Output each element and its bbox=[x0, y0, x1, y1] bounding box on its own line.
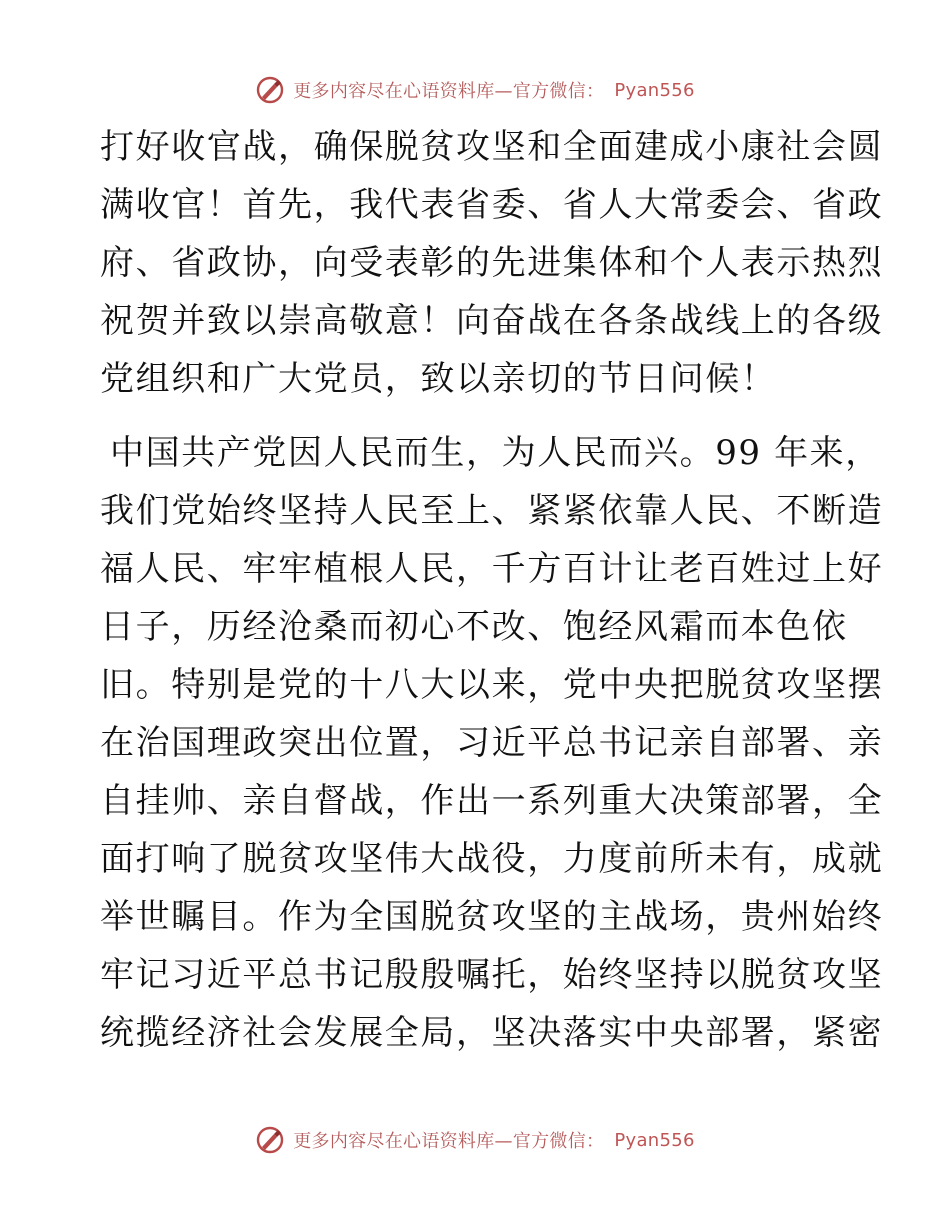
paragraph-line: 牢记习近平总书记殷殷嘱托，始终坚持以脱贫攻坚 bbox=[100, 955, 884, 995]
paragraph-line: 府、省政协，向受表彰的先进集体和个人表示热烈 bbox=[100, 243, 884, 283]
paragraph-line: 旧。特别是党的十八大以来，党中央把脱贫攻坚摆 bbox=[100, 665, 884, 705]
paragraph-line: 面打响了脱贫攻坚伟大战役，力度前所未有，成就 bbox=[100, 839, 884, 879]
footer-banner-text: 更多内容尽在心语资料库—官方微信： bbox=[293, 1131, 605, 1152]
paragraph-line: 日子，历经沧桑而初心不改、饱经风霜而本色依 bbox=[100, 607, 848, 647]
paragraph-line: 中国共产党因人民而生，为人民而兴。99 年来， bbox=[110, 433, 881, 473]
paragraph-1 bbox=[100, 118, 884, 408]
header-banner bbox=[0, 70, 950, 110]
paragraph-line: 在治国理政突出位置，习近平总书记亲自部署、亲 bbox=[100, 723, 884, 763]
paragraph-gap bbox=[100, 408, 852, 424]
pen-circle-logo-icon bbox=[255, 1125, 285, 1155]
paragraph-line: 举世瞩目。作为全国脱贫攻坚的主战场，贵州始终 bbox=[100, 897, 884, 937]
paragraph-line: 祝贺并致以崇高敬意！向奋战在各条战线上的各级 bbox=[100, 301, 884, 341]
paragraph-2 bbox=[100, 424, 884, 1062]
header-banner-wechat-id: Pyan556 bbox=[614, 79, 695, 101]
footer-banner bbox=[0, 1120, 950, 1160]
paragraph-line: 自挂帅、亲自督战，作出一系列重大决策部署，全 bbox=[100, 781, 884, 821]
paragraph-line: 福人民、牢牢植根人民，千方百计让老百姓过上好 bbox=[100, 549, 884, 589]
paragraph-line: 党组织和广大党员，致以亲切的节日问候！ bbox=[100, 359, 777, 399]
footer-banner-wechat-id: Pyan556 bbox=[614, 1129, 695, 1151]
paragraph-line: 我们党始终坚持人民至上、紧紧依靠人民、不断造 bbox=[100, 491, 884, 531]
paragraph-line: 打好收官战，确保脱贫攻坚和全面建成小康社会圆 bbox=[100, 127, 884, 167]
document-body bbox=[100, 118, 884, 1062]
header-banner-text: 更多内容尽在心语资料库—官方微信： bbox=[293, 81, 605, 102]
pen-circle-logo-icon bbox=[255, 75, 285, 105]
paragraph-line: 满收官！首先，我代表省委、省人大常委会、省政 bbox=[100, 185, 884, 225]
paragraph-line: 统揽经济社会发展全局，坚决落实中央部署，紧密 bbox=[100, 1013, 884, 1053]
